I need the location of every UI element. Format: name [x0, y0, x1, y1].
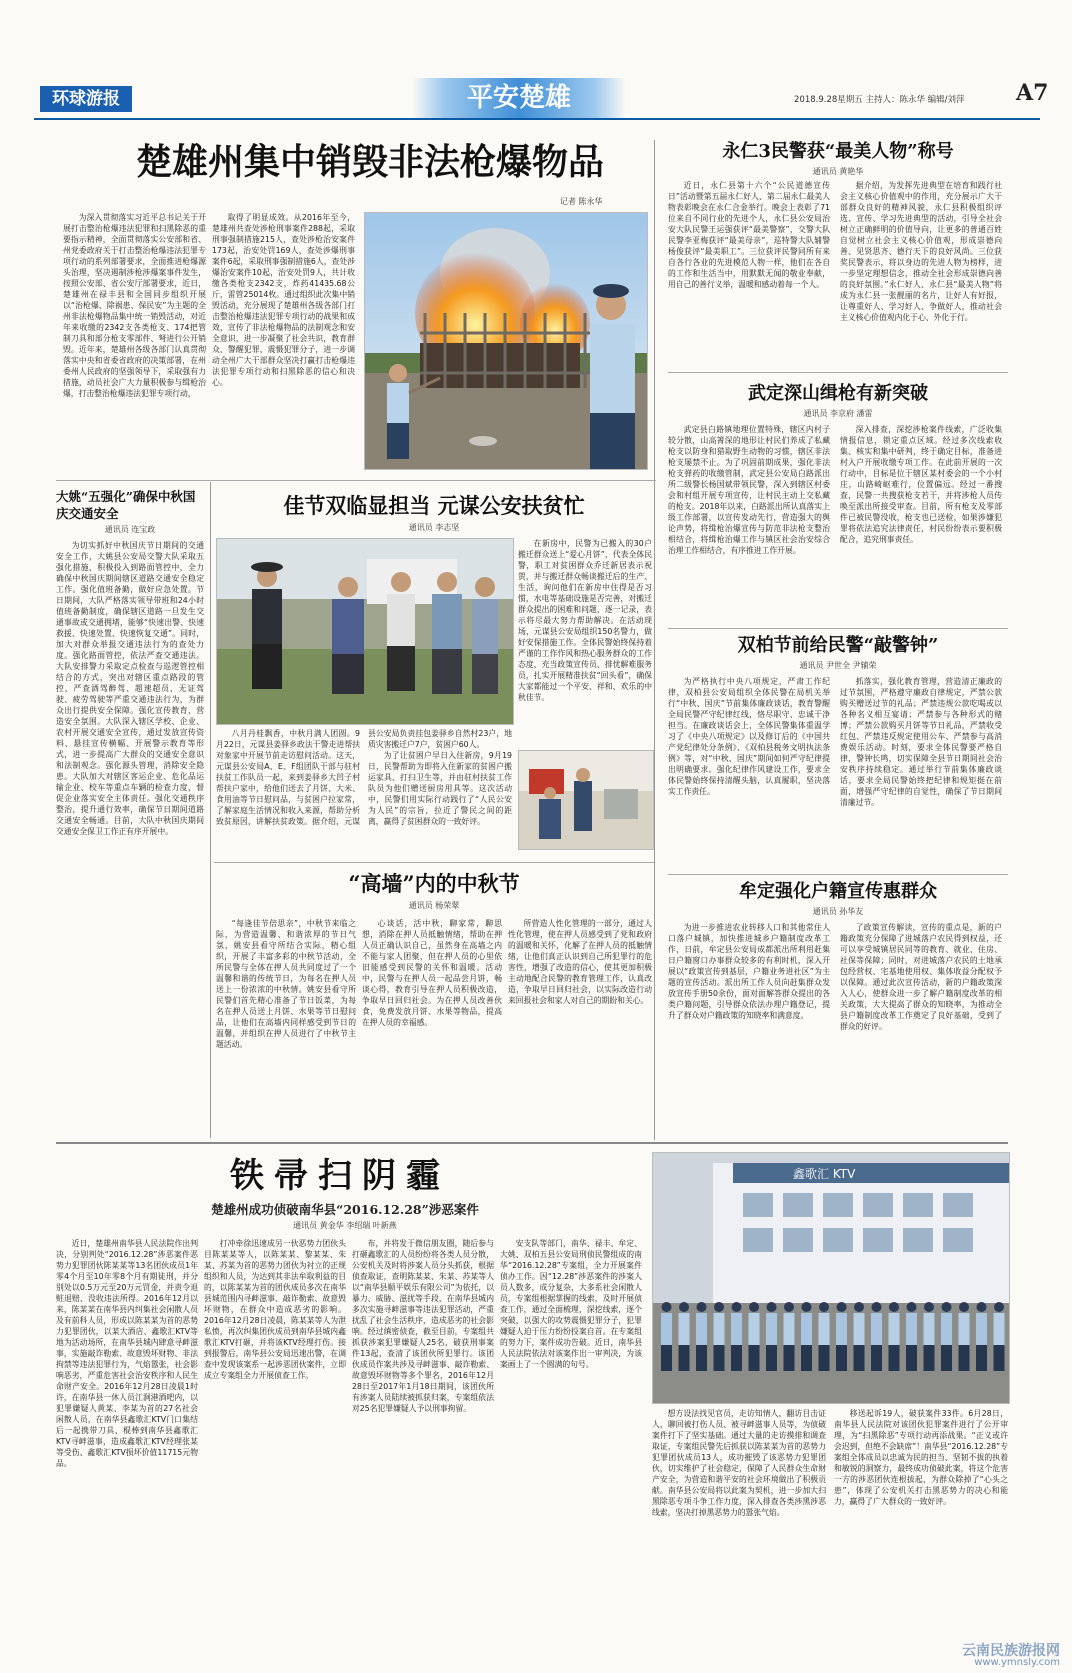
tiezhou-byline: 通讯员 黄金华 李绍瑞 叶新燕 [293, 1221, 397, 1230]
shuangbai-byline: 通讯员 尹世全 尹辅荣 [799, 661, 877, 670]
officer-figure [889, 1302, 899, 1312]
mouding-byline: 通讯员 孙华友 [812, 907, 864, 916]
officer-figure [836, 1313, 847, 1345]
yongren-column-1: 近日，永仁县第十六个“公民道德宣传日”活动暨第五届永仁好人、第二届永仁最美人物表彰晚会在永仁合金举行。晚会上表彰了71位来自不同行业的先进个人，永仁县公安局治安大队民警王运强获评“最美警察”，交警大队民警李亚梅获评“最美母亲”，巡特警大队辅警杨俊获评“最美职工”。三位获评民警同所有来自各行各业的先进模范人物一样，他们在各自的工作和生活当中，用默默无闻的敬业奉献，用自己的善行义举，温暖和感动着每一个人。 [668, 181, 830, 289]
gaoqiang-byline: 通讯员 杨荣翠 [408, 901, 460, 910]
column-divider [210, 482, 211, 1138]
officer-figure [941, 1345, 952, 1371]
column-divider [654, 140, 655, 1140]
officer-figure [994, 1302, 1004, 1312]
wuding-byline: 通讯员 李京府 潘雷 [803, 409, 873, 418]
officer-figure [802, 1302, 812, 1312]
yaoan-byline: 通讯员 连宝政 [104, 525, 156, 534]
officer-figure [801, 1345, 812, 1371]
officer-figure [959, 1345, 970, 1371]
mouding-column-1: 为进一步推进农业转移人口和其他常住人口落户城镇，加快推进城乡户籍制度改革工作，日前，牟定县公安局成都派出所利用赶集日户籍窗口办事群众较多的有利时机，深入开展以“政策宣传到基层，户籍业务进社区”为主题的宣传活动。派出所工作人员向赶集群众发放宣传手册50余份，面对面解答群众提出的各类户籍问题，引导群众依法办理户籍登记，提升了群众对户籍政策的知晓率和满意度。 [668, 923, 830, 1020]
officer-figure [714, 1313, 725, 1345]
officer-figure [836, 1345, 847, 1371]
officer-figure [942, 1302, 952, 1312]
police-lineup-illustration [653, 1153, 1009, 1403]
poverty-visit-illustration [217, 539, 513, 724]
officer-figure [819, 1302, 829, 1312]
lead-headline: 楚雄州集中销毁非法枪爆物品 [135, 141, 604, 183]
officer-figure [767, 1302, 777, 1312]
page-number: A7 [1016, 80, 1049, 106]
officer-figure [819, 1313, 830, 1345]
yaoan-rule [56, 480, 656, 481]
shuangbai-rule [668, 628, 1008, 629]
officer-figure [924, 1345, 935, 1371]
wuding-rule [668, 372, 1008, 373]
yaoan-headline: 大姚“五强化”确保中秋国庆交通安全 [56, 489, 196, 521]
officer-figure [906, 1345, 917, 1371]
officer-figure [697, 1302, 707, 1312]
gaoqiang-headline: “高墙”内的中秋节 [348, 871, 520, 896]
officer-figure [731, 1345, 742, 1371]
yuanmou-headline: 佳节双临显担当 元谋公安扶贫忙 [283, 493, 585, 518]
mouding-rule [668, 874, 1008, 875]
officer-figure [661, 1345, 672, 1371]
officer-figure [679, 1302, 689, 1312]
tiezhou-column-6: 移送起诉19人，破获案件33件。6月28日，南华县人民法院对该团伙犯罪案件进行了公开审理，为“扫黑除恶”专项行动再添战果。“正义或许会迟到，但绝不会缺席”！南华县“2016.12.28”专案组全体成员以忠诚为民的担当、坚韧不拔的执着和敏锐的洞察力，最终成功侦破此案，将这个危害一方的涉恶团伙连根拔起，为群众除掉了“心头之患”，体现了公安机关打击黑恶势力的决心和能力，赢得了广大群众的一致好评。 [834, 1409, 1008, 1506]
officer-figure [959, 1313, 970, 1345]
officer-figure [714, 1345, 725, 1371]
officer-figure [924, 1302, 934, 1312]
officer-figure [766, 1313, 777, 1345]
officer-figure [662, 1302, 672, 1312]
wuding-column-2: 深入排查，深挖涉枪案件线索，广泛收集情报信息，锁定重点区域。经过多次线索收集、核实和集中研判，终于确定目标，准备进村入户开展收缴专项工作。在此前开展的一次行动中，目标是位于辖区某村委会的一个小村庄，山路崎岖难行，位置偏远。经过一番搜查，民警一共搜获枪支若干，并将涉枪人员传唤至派出所接受审查。目前，所有枪支及零部件已被民警没收，枪支也已送检，如果涉嫌犯罪将依法追究法律责任，村民纷纷表示要积极配合，追究刑事责任。 [840, 425, 1002, 544]
officer-figure [749, 1302, 759, 1312]
officer-figure [906, 1313, 917, 1345]
tiezhou-column-3: 布，并将发于微信朋友圈，随后参与打砸鑫歌汇的人员纷纷将各类人员分散，公安机关及时将涉案人员分头抓获，根据侦查取证，查明陈某某、朱某、苏某等人以“南华县顺平娱乐有限公司”为依托，以暴力、威胁、滋扰等手段，在南华县城内多次实施寻衅滋事等违法犯罪活动，严重扰乱了社会生活秩序，造成恶劣的社会影响。经过缜密侦查，截至目前，专案组共抓获涉案犯罪嫌疑人25名，破获刑事案件13起，查清了该团伙所犯罪行。该团伙成员作案共涉及寻衅滋事、敲诈勒索、故意毁坏财物等多个罪名，2016年12月28日至2017年1月18日期间，该团伙所有涉案人员陆续被抓获归案，专案组依法对25名犯罪嫌疑人予以刑事拘留。 [352, 1239, 494, 1413]
officer-figure [994, 1345, 1005, 1371]
officer-figure [819, 1345, 830, 1371]
officer-figure [976, 1313, 987, 1345]
watermark-url[interactable]: www.ymnsly.com [974, 1657, 1060, 1668]
tiezhou-column-5: 想方设法找见官员，走访知情人，翻访目击证人，聊回被打伤人员、被寻衅滋事人员等，为侦破案件打下了坚实基础。通过大量的走访摸排和调查取证，专案组民警先后抓获以陈某某为首的恶势力犯罪团伙成员13人，成功摧毁了该恶势力犯罪团伙，切实维护了社会稳定，保障了人民群众生命财产安全，为营造和谐平安的社会环境做出了积极贡献。南华县公安局将以此案为契机，进一步加大扫黑除恶专项斗争工作力度，深入排查各类涉黑涉恶线索，坚决打掉黑恶势力的嚣张气焰。 [652, 1409, 826, 1517]
yuanmou-column-4 [516, 852, 652, 858]
officer-figure [941, 1313, 952, 1345]
officer-figure [889, 1313, 900, 1345]
yuanmou-column-3: 在新房中，民警为已搬入的30户搬迁群众送上“爱心月饼”，代表全体民警，职工对贫困群众乔迁新居表示祝贺，并与搬迁群众畅谈搬迁后的生产、生活，询问他们在新房中住得是否习惯，水电等基础设施是否完善，对搬迁群众提出的困难和问题，逐一记录，表示将尽最大努力帮助解决。在活动现场，元谋县公安局组织150名警力，做好安保措施工作。全体民警始终保持着严谨的工作作风和热心服务群众的工作态度，充当政策宣传员、排忧解难服务员，扎实开展精准扶贫“回头看”，确保大家都能过一个平安、祥和、欢乐的中秋佳节。 [518, 539, 652, 702]
gun-destruction-illustration [365, 213, 647, 469]
officer-figure [766, 1345, 777, 1371]
officer-figure [679, 1313, 690, 1345]
police-lineup-photo [652, 1152, 1010, 1404]
officer-figure [679, 1345, 690, 1371]
yongren-headline: 永仁3民警获“最美人物”称号 [722, 141, 954, 162]
shuangbai-headline: 双柏节前给民警“敲警钟” [737, 635, 939, 656]
lead-column-2: 取得了明显成效。从2016年至今，楚雄州共查处涉枪刑事案件288起，采取刑事强制措施215人，查处涉枪治安案件173起，治安处罚169人，查处涉爆刑事案件6起，采取刑事强制措施6人，查处涉爆治安案件10起，治安处罚9人，共计收缴各类枪支2342支，炸药41435.68公斤，雷管25014枚。通过组织此次集中销毁活动，充分展现了楚雄州各级各部门打击整治枪爆违法犯罪专项行动的战果和成效，宣传了非法枪爆物品的法制观念和安全意识，进一步凝聚了社会共识，教育群众、警醒犯罪，震慑犯罪分子，进一步调动全州广大干部群众坚决打赢打击枪爆违法犯罪专项行动和扫黑除恶的信心和决心。 [212, 213, 355, 387]
tiezhou-subtitle: 楚雄州成功侦破南华县“2016.12.28”涉恶案件 [211, 1202, 479, 1217]
officer-figure [976, 1345, 987, 1371]
gun-destruction-photo [364, 212, 648, 470]
officer-figure [889, 1345, 900, 1371]
yaoan-body: 为切实抓好中秋国庆节日期间的交通安全工作，大姚县公安局交警大队采取五强化措施，积极投入到路面管控中，全力确保中秋国庆期间辖区道路交通安全稳定工作。强化值班备勤，做好应急处置。节日期间，大队严格落实领导带班和24小时值班备勤制度，确保辖区道路一旦发生交通事故或交通拥堵，能够“快速出警、快速救援、快速处置、快速恢复交通”。同时，加大对群众举报交通违法行为的查处力度。强化路面管控，依法严查交通违法。大队安排警力采取定点检查与巡逻管控相结合的方式，突出对辖区重点路段的管控，严查酒驾醉驾、超速超员、无证驾驶、疲劳驾驶等严重交通违法行为，为群众出行提供安全保障。强化宣传教育，营造安全氛围。大队深入辖区学校、企业、农村开展交通安全宣传，通过发放宣传资料、悬挂宣传横幅、开展警示教育等形式，进一步提高广大群众的交通安全意识和法制观念。强化源头管理，消除安全隐患。大队加大对辖区客运企业、危化品运输企业、校车等重点车辆的检查力度，督促企业落实安全主体责任。强化交通秩序整治，提升通行效率，确保节日期间道路交通安全畅通。目前，大队中秋国庆期间交通安全保卫工作正有序开展中。 [56, 541, 204, 836]
gaoqiang-column-2: 心谈话，活中秋，聊家常，聊思想，消除在押人员抵触情绪，帮助在押人员正确认识自己，虽然身在高墙之内不能与家人团聚，但在押人员的心里依旧能感受到民警的关怀和温暖。活动中，民警与在押人员一起品尝月饼，畅谈心得，教育引导在押人员积极改造，争取早日回归社会。为在押人员改善伙食，免费发放月饼、水果等物品，提高在押人员的幸福感。 [362, 919, 502, 1027]
officer-figure [749, 1345, 760, 1371]
yuanmou-byline: 通讯员 李志坚 [408, 523, 460, 532]
tiezhou-column-2: 打冲牵徐迅速成另一伙恶势力团伙头目陈某某等人，以陈某某、黎某某、朱某、苏某为首的恶势力团伙为衬立的正规组织和人员，为达到其非法牟取利益的目的，以陈某某为首的团伙成员多次在南华县城范围内寻衅滋事、敲诈勒索、故意毁坏财物，在群众中造成恶劣的影响。2016年12月28日凌晨，陈某某等人为泄私愤，再次纠集团伙成员到南华县城内鑫歌汇KTV打砸，并将该KTV经理打伤。接到报警后，南华县公安局迅速出警，在调查中发现该案系一起涉恶团伙案件，立即成立专案组全力开展侦查工作。 [204, 1239, 346, 1380]
gaoqiang-column-3: 所营造人性化管理的一部分，通过人性化管理，使在押人员感受到了党和政府的温暖和关怀，化解了在押人员的抵触情绪，让他们真正认识到自己所犯罪行的危害性，增强了改造的信心，使其更加积极主动地配合民警的教育管理工作，认真改造，争取早日回归社会，以实际改造行动来回报社会和家人对自己的期盼和关心。 [508, 919, 652, 1005]
officer-figure [924, 1313, 935, 1345]
officer-figure [714, 1302, 724, 1312]
yuanmou-caption: 八月丹桂飘香，中秋月满人团圆。9月22日，元谋县姜驿乡政法干警走进帮扶对象家中开展节前走访慰问活动。这天，元谋县公安局A、E、F组团队干部与驻村扶贫工作队员一起，来到姜驿乡大凹子村帮扶户家中，给他们送去了月饼、大米、食用油等节日慰问品，与贫困户拉家常，了解家庭生活情况和收入来源，帮助分析致贫原因，讲解扶贫政策。据介绍，元谋县公安局负责挂包姜驿乡自然村23户，地质灾害搬迁户7户，贫困户60人。 为了让贫困户早日入住新房，9月19日，民警帮助为即将入住新家的贫困户搬运家具、打扫卫生等，并由驻村扶贫工作队员为他们赠送厨房用具等。这次活动中，民警们用实际行动践行了“人民公安为人民”的宗旨，拉近了警民之间的距离，赢得了贫困群众的一致好评。 [216, 729, 512, 826]
officer-figure [801, 1313, 812, 1345]
officer-figure [854, 1345, 865, 1371]
lead-column-1: 为深入贯彻落实习近平总书记关于开展打击整治枪爆违法犯罪和扫黑除恶的重要指示精神，全面贯彻落实公安部和省、州党委政府关于打击整治枪爆违法犯罪专项行动的系列部署要求，全面推进枪爆源头治理，坚决遏制涉枪涉爆案事件发生，按照公安部、省公安厅部署要求，近日，楚雄州在禄丰县和全国同步组织开展以“治枪爆、除祸患、保民安”为主题的全州非法枪爆物品集中统一销毁活动，对近年来收缴的2342支各类枪支、174把管制刀具和部分枪支零部件、弩进行公开销毁。近年来，楚雄州各级各部门认真贯彻落实中央和省委省政府的决策部署，在州委州人民政府的坚强领导下，采取强有力措施，动员社会广大力量积极参与缉枪治爆，打击整治枪爆违法犯罪专项行动， [63, 213, 206, 398]
officer-figure [784, 1313, 795, 1345]
officer-figure [872, 1302, 882, 1312]
section-tag: 环球游报 [40, 86, 132, 112]
relocation-help-photo [518, 750, 654, 850]
shuangbai-column-2: 抓落实，强化教育管理，营造清正廉政的过节氛围，严格遵守廉政自律规定，严禁公款购买赠送过节的礼品；严禁违规公款吃喝或以各种名义相互宴请；严禁参与各种形式的赌博；严禁公款购买月饼等节日礼品，严禁收受红包、严禁违反规定使用公车、严禁参与高消费娱乐活动。时刻，要求全体民警要严格自律，警钟长鸣，切实保障全县节日期间社会治安秩序持续稳定。通过举行节前集体廉政谈话，要求全局民警始终把纪律和规矩挺在前面，增强严守纪律的自觉性，确保了节日期间清廉过节。 [840, 677, 1002, 807]
tiezhou-column-1: 近日，楚雄州南华县人民法院作出判决，分别判处“2016.12.28”涉恶案件恶势力犯罪团伙陈某某等13名团伙成员1年零4个月至10年零8个月有期徒刑，并分别处以0.5万元至20万元罚金，并责令退赃退赔、没收违法所得。2016年12月以来，陈某某在南华县内纠集社会闲散人员及有前科人员，形成以陈某某为首的恶势力犯罪团伙，以某大酒店、鑫歌汇KTV等地为活动场所，在南华县城内肆意寻衅滋事，实施敲诈勒索、故意毁坏财物、非法拘禁等违法犯罪行为，气焰嚣张，社会影响恶劣，严重危害社会治安秩序和人民生命财产安全。2016年12月28日凌晨1时许，在南华县一休人员江涧港酒吧内，以犯罪嫌疑人黄某、李某为首的27名社会闲散人员，在南华县鑫歌汇KTV门口集结后一起携带刀具、棍棒到南华县鑫歌汇KTV寻衅滋事，造成鑫歌汇KTV经理张某等受伤、鑫歌汇KTV损坏价值11715元物品。 [56, 1239, 198, 1468]
tiezhou-column-4: 安支队等部门，南华、禄丰、牟定、大姚、双柏五县公安局刑侦民警组成的南华“2016.12.28”专案组，全力开展案件侦办工作。因“12.28”涉恶案件的涉案人员人数多，成分复杂，大多系社会闲散人员，专案组根据掌握的线索，及时开展侦查工作，通过全面梳理，深挖线索，逐个突破，以强大的攻势震慑犯罪分子，犯罪嫌疑人迫于压力纷纷投案自首。在专案组的努力下，案件成功告破。近日，南华县人民法院依法对该案作出一审判决，为该案画上了一个圆满的句号。 [500, 1239, 642, 1369]
shuangbai-column-1: 为严格执行中央八项规定，严肃工作纪律，双柏县公安局组织全体民警在局机关举行“中秋、国庆”节前集体廉政谈话，教育警醒全局民警严守纪律红线，恪尽职守、忠诚干净担当。在廉政谈话会上，全体民警集体重温学习了《中央八项规定》以及修订后的《中国共产党纪律处分条例》、《双柏县税务文明执法条例》等，对“中秋、国庆”期间如何严守纪律提出明确要求。强化纪律作风建设工作，要求全体民警始终保持清醒头脑，认真履职，坚决落实工作责任。 [668, 677, 830, 796]
officer-figure [784, 1302, 794, 1312]
gaoqiang-column-1: “每逢佳节倍思亲”，中秋节来临之际，为营造温馨、和谐浓厚的节日气氛，姚安县看守所结合实际，精心组织，开展了丰富多彩的中秋节活动，全所民警与全体在押人员共同度过了一个温馨和谐的传统节日，为每名在押人员送上一份浓浓的中秋情。姚安县看守所民警们首先精心准备了节日饭菜，为每名在押人员送上月饼、水果等节日慰问品，让他们在高墙内同样感受到节日的温馨，并组织在押人员进行了中秋节主题活动。 [216, 919, 356, 1049]
officer-figure [696, 1313, 707, 1345]
mouding-column-2: 了政策宣传解读，宣传的重点是，新的户籍政策充分保障了进城落户农民得到权益，还可以享受城镇居民同等的教育、就业、住房、社保等保障；同时，对进城落户农民的土地承包经营权、宅基地使用权、集体收益分配权予以保障。通过此次宣传活动，新的户籍政策深入人心，使群众进一步了解户籍制度改革的相关政策，大大提高了群众的知晓率，为推动全县户籍制度改革工作奠定了良好基础，受到了群众的好评。 [840, 923, 1002, 1031]
officer-figure [994, 1313, 1005, 1345]
officer-figure [854, 1302, 864, 1312]
officer-figure [732, 1302, 742, 1312]
watermark-site-name: 云南民族游报网 [962, 1643, 1060, 1659]
officer-figure [837, 1302, 847, 1312]
mouding-headline: 牟定强化户籍宣传惠群众 [739, 881, 937, 902]
date-line: 2018.9.28星期五 主持人：陈永华 编辑/刘萍 [794, 95, 965, 105]
officer-figure [784, 1345, 795, 1371]
lead-byline: 记者 陈永华 [560, 197, 603, 206]
svg-text:鑫歌汇 KTV: 鑫歌汇 KTV [793, 1167, 856, 1181]
officer-figure [871, 1313, 882, 1345]
officer-figure [731, 1313, 742, 1345]
gaoqiang-rule [214, 862, 654, 863]
tiezhou-rule [56, 1142, 1008, 1144]
officer-figure [977, 1302, 987, 1312]
masthead [34, 78, 1049, 120]
wuding-headline: 武定深山缉枪有新突破 [748, 383, 928, 404]
officer-figure [661, 1313, 672, 1345]
relocation-help-illustration [519, 751, 653, 849]
poverty-visit-photo [216, 538, 514, 725]
officer-figure [854, 1313, 865, 1345]
yongren-column-2: 据介绍，为发挥先进典型在培育和践行社会主义核心价值观中的作用，充分展示广大干部群众良好的精神风貌，永仁县积极组织评选、宣传、学习先进典型的活动，引导全社会树立正确鲜明的价值导向，让更多的普通百姓自觉树立社会主义核心价值观，形成崇德向善、见贤思齐、德行天下的良好风尚。三位获奖民警表示，将以身边的先进人物为榜样，进一步坚定理想信念，推动全社会形成崇德向善的良好氛围。”永仁好人、永仁县“最美人物”将成为永仁县一张靓丽的名片，让好人有好报，让尊重好人、学习好人、争做好人，推动社会主义核心价值观内化于心、外化于行。 [840, 181, 1002, 322]
officer-figure [871, 1345, 882, 1371]
officer-figure [959, 1302, 969, 1312]
yongren-byline: 通讯员 黄艳华 [812, 167, 864, 176]
wuding-column-1: 武定县白路镇地理位置特殊，辖区内村子较分散，山高箐深的地形让村民们养成了私藏枪支以防身和猎取野生动物的习惯，辖区非法枪支屡禁不止。为了巩固前期成果，强化非法枪支弹药的收缴管制，武定县公安局白路派出所二级警长杨国斌带领民警，深入到辖区村委会和村组开展专项宣传，让村民主动上交私藏的枪支。2018年以来，白路派出所认真落实上级工作部署，以宣传发动先行，营造强大的舆论声势，将缉枪治爆宣传与防范非法枪支整治相结合，将缉枪治爆工作与镇区社会治安综合治理工作相结合，有序推进工作开展。 [668, 425, 830, 555]
section-name: 平安楚雄 [466, 83, 571, 113]
tiezhou-headline: 铁帚扫阴霾 [230, 1156, 450, 1196]
officer-figure [749, 1313, 760, 1345]
officer-figure [696, 1345, 707, 1371]
officer-figure [907, 1302, 917, 1312]
